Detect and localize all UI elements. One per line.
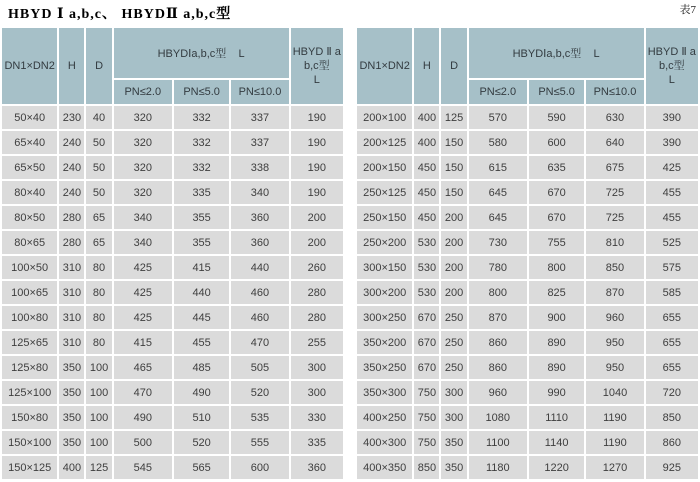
header-group-hbyd1 — [469, 28, 644, 78]
header-group1-l: L — [593, 48, 600, 60]
cell-h: 750 — [414, 381, 439, 404]
cell-dn1xdn2: 65×40 — [2, 131, 57, 154]
header-h: H — [414, 28, 439, 104]
cell-l-pn2: 415 — [114, 331, 172, 354]
cell-l-pn5: 510 — [174, 406, 229, 429]
cell-dn1xdn2: 250×125 — [357, 181, 412, 204]
cell-l-pn2: 960 — [469, 381, 527, 404]
cell-l-pn2: 320 — [114, 156, 172, 179]
cell-h: 310 — [59, 331, 84, 354]
cell-l-pn5: 355 — [174, 231, 229, 254]
cell-d: 100 — [86, 431, 111, 454]
table-row — [357, 281, 698, 304]
cell-l-pn10: 460 — [231, 306, 288, 329]
table-row — [2, 156, 343, 179]
cell-l-hbyd2: 200 — [291, 231, 343, 254]
cell-dn1xdn2: 150×100 — [2, 431, 57, 454]
table-row — [2, 431, 343, 454]
cell-l-pn10: 725 — [586, 206, 643, 229]
cell-l-pn10: 337 — [231, 106, 288, 129]
cell-d: 300 — [441, 381, 466, 404]
table-row — [357, 306, 698, 329]
cell-l-pn5: 332 — [174, 106, 229, 129]
cell-l-pn10: 470 — [231, 331, 288, 354]
cell-h: 350 — [59, 406, 84, 429]
table-row — [357, 231, 698, 254]
cell-l-hbyd2: 190 — [291, 156, 343, 179]
cell-h: 670 — [414, 356, 439, 379]
cell-l-pn2: 645 — [469, 206, 527, 229]
cell-dn1xdn2: 100×50 — [2, 256, 57, 279]
cell-l-pn10: 725 — [586, 181, 643, 204]
cell-l-pn2: 1080 — [469, 406, 527, 429]
header-pn2: PN≤2.0 — [469, 80, 527, 104]
cell-h: 310 — [59, 256, 84, 279]
cell-dn1xdn2: 200×125 — [357, 131, 412, 154]
cell-h: 530 — [414, 256, 439, 279]
cell-l-pn2: 425 — [114, 306, 172, 329]
cell-h: 240 — [59, 181, 84, 204]
cell-d: 40 — [86, 106, 111, 129]
cell-l-pn2: 490 — [114, 406, 172, 429]
cell-dn1xdn2: 150×80 — [2, 406, 57, 429]
cell-l-pn5: 755 — [529, 231, 584, 254]
cell-l-hbyd2: 200 — [291, 206, 343, 229]
table-number-label: 表7 — [679, 4, 696, 16]
cell-l-pn10: 1270 — [586, 456, 643, 479]
cell-h: 400 — [414, 106, 439, 129]
table-row — [357, 181, 698, 204]
cell-l-pn10: 340 — [231, 181, 288, 204]
cell-d: 50 — [86, 156, 111, 179]
table-row — [2, 406, 343, 429]
cell-l-pn2: 320 — [114, 106, 172, 129]
cell-d: 200 — [441, 256, 466, 279]
cell-l-pn5: 455 — [174, 331, 229, 354]
table-row — [357, 106, 698, 129]
cell-l-pn10: 810 — [586, 231, 643, 254]
cell-l-hbyd2: 280 — [291, 281, 343, 304]
cell-l-pn5: 520 — [174, 431, 229, 454]
table-row — [2, 281, 343, 304]
cell-h: 230 — [59, 106, 84, 129]
cell-l-pn10: 440 — [231, 256, 288, 279]
cell-d: 80 — [86, 256, 111, 279]
cell-h: 670 — [414, 331, 439, 354]
cell-d: 200 — [441, 281, 466, 304]
cell-l-pn2: 320 — [114, 131, 172, 154]
cell-l-pn5: 890 — [529, 356, 584, 379]
cell-h: 450 — [414, 156, 439, 179]
cell-l-pn2: 580 — [469, 131, 527, 154]
cell-l-pn5: 590 — [529, 106, 584, 129]
cell-l-pn2: 465 — [114, 356, 172, 379]
cell-h: 850 — [414, 456, 439, 479]
cell-dn1xdn2: 350×200 — [357, 331, 412, 354]
cell-l-hbyd2: 525 — [646, 231, 698, 254]
cell-l-pn5: 440 — [174, 281, 229, 304]
cell-l-pn2: 730 — [469, 231, 527, 254]
cell-l-hbyd2: 455 — [646, 181, 698, 204]
cell-l-hbyd2: 300 — [291, 356, 343, 379]
cell-l-pn2: 645 — [469, 181, 527, 204]
cell-l-pn5: 635 — [529, 156, 584, 179]
right-table-body — [357, 106, 698, 479]
cell-d: 100 — [86, 381, 111, 404]
cell-l-hbyd2: 850 — [646, 406, 698, 429]
table-row — [357, 206, 698, 229]
cell-h: 280 — [59, 206, 84, 229]
cell-dn1xdn2: 400×350 — [357, 456, 412, 479]
cell-l-pn2: 780 — [469, 256, 527, 279]
cell-h: 450 — [414, 206, 439, 229]
header-group-hbyd2 — [646, 28, 698, 104]
cell-l-pn5: 800 — [529, 256, 584, 279]
cell-l-hbyd2: 255 — [291, 331, 343, 354]
cell-dn1xdn2: 100×65 — [2, 281, 57, 304]
cell-l-pn10: 338 — [231, 156, 288, 179]
cell-l-pn5: 1220 — [529, 456, 584, 479]
cell-d: 65 — [86, 231, 111, 254]
cell-h: 750 — [414, 431, 439, 454]
cell-dn1xdn2: 65×50 — [2, 156, 57, 179]
cell-l-pn2: 545 — [114, 456, 172, 479]
cell-dn1xdn2: 350×300 — [357, 381, 412, 404]
table-row — [2, 206, 343, 229]
table-row — [357, 456, 698, 479]
cell-l-pn5: 900 — [529, 306, 584, 329]
cell-dn1xdn2: 125×80 — [2, 356, 57, 379]
cell-l-pn10: 555 — [231, 431, 288, 454]
spec-table-right — [355, 26, 700, 481]
cell-h: 280 — [59, 231, 84, 254]
cell-l-pn10: 675 — [586, 156, 643, 179]
header-pn10: PN≤10.0 — [231, 80, 288, 104]
tables-container — [0, 26, 700, 481]
cell-l-pn2: 425 — [114, 256, 172, 279]
header-d: D — [86, 28, 111, 104]
cell-l-pn2: 615 — [469, 156, 527, 179]
cell-l-pn10: 337 — [231, 131, 288, 154]
cell-l-pn5: 1110 — [529, 406, 584, 429]
cell-l-hbyd2: 655 — [646, 306, 698, 329]
cell-dn1xdn2: 400×250 — [357, 406, 412, 429]
table-row — [2, 256, 343, 279]
cell-d: 350 — [441, 431, 466, 454]
header-group2-l: L — [668, 74, 675, 86]
cell-l-pn10: 640 — [586, 131, 643, 154]
cell-l-pn2: 860 — [469, 331, 527, 354]
page-title: HBYD Ⅰ a,b,c、 HBYDⅡ a,b,c型 — [8, 7, 232, 22]
table-row — [357, 156, 698, 179]
header-group-hbyd1 — [114, 28, 289, 78]
cell-l-pn10: 1190 — [586, 431, 643, 454]
cell-l-pn5: 670 — [529, 181, 584, 204]
cell-l-pn5: 890 — [529, 331, 584, 354]
header-pn10: PN≤10.0 — [586, 80, 643, 104]
cell-dn1xdn2: 400×300 — [357, 431, 412, 454]
cell-dn1xdn2: 125×100 — [2, 381, 57, 404]
cell-l-pn2: 320 — [114, 181, 172, 204]
cell-l-pn10: 600 — [231, 456, 288, 479]
title-bar — [0, 0, 700, 26]
cell-l-hbyd2: 260 — [291, 256, 343, 279]
cell-dn1xdn2: 350×250 — [357, 356, 412, 379]
cell-l-hbyd2: 425 — [646, 156, 698, 179]
cell-l-pn2: 860 — [469, 356, 527, 379]
header-group-hbyd2 — [291, 28, 343, 104]
cell-l-pn2: 800 — [469, 281, 527, 304]
cell-l-pn5: 332 — [174, 131, 229, 154]
header-h: H — [59, 28, 84, 104]
cell-h: 240 — [59, 131, 84, 154]
table-row — [2, 306, 343, 329]
cell-h: 450 — [414, 181, 439, 204]
cell-d: 150 — [441, 181, 466, 204]
cell-l-pn10: 960 — [586, 306, 643, 329]
cell-d: 250 — [441, 331, 466, 354]
cell-dn1xdn2: 200×150 — [357, 156, 412, 179]
cell-l-hbyd2: 585 — [646, 281, 698, 304]
cell-l-pn2: 500 — [114, 431, 172, 454]
cell-d: 80 — [86, 281, 111, 304]
cell-d: 250 — [441, 306, 466, 329]
cell-d: 50 — [86, 181, 111, 204]
left-table-body — [2, 106, 343, 479]
cell-l-pn2: 425 — [114, 281, 172, 304]
table-row — [357, 381, 698, 404]
cell-dn1xdn2: 80×65 — [2, 231, 57, 254]
cell-d: 300 — [441, 406, 466, 429]
cell-d: 150 — [441, 156, 466, 179]
cell-h: 530 — [414, 231, 439, 254]
cell-l-pn10: 1040 — [586, 381, 643, 404]
cell-d: 50 — [86, 131, 111, 154]
cell-h: 240 — [59, 156, 84, 179]
cell-l-hbyd2: 575 — [646, 256, 698, 279]
cell-l-pn10: 360 — [231, 231, 288, 254]
cell-l-pn5: 335 — [174, 181, 229, 204]
cell-l-hbyd2: 330 — [291, 406, 343, 429]
cell-h: 750 — [414, 406, 439, 429]
cell-l-hbyd2: 190 — [291, 131, 343, 154]
cell-l-hbyd2: 860 — [646, 431, 698, 454]
cell-l-pn10: 950 — [586, 331, 643, 354]
cell-d: 200 — [441, 206, 466, 229]
cell-l-hbyd2: 720 — [646, 381, 698, 404]
header-dn1xdn2: DN1×DN2 — [357, 28, 412, 104]
cell-l-hbyd2: 360 — [291, 456, 343, 479]
cell-d: 100 — [86, 406, 111, 429]
cell-d: 125 — [86, 456, 111, 479]
cell-dn1xdn2: 125×65 — [2, 331, 57, 354]
table-row — [2, 331, 343, 354]
cell-l-pn2: 1180 — [469, 456, 527, 479]
cell-d: 350 — [441, 456, 466, 479]
cell-dn1xdn2: 80×40 — [2, 181, 57, 204]
table-row — [2, 456, 343, 479]
cell-l-hbyd2: 390 — [646, 106, 698, 129]
cell-l-pn5: 415 — [174, 256, 229, 279]
cell-l-hbyd2: 300 — [291, 381, 343, 404]
spec-table-left — [0, 26, 345, 481]
table-row — [2, 231, 343, 254]
cell-h: 400 — [59, 456, 84, 479]
cell-l-pn5: 355 — [174, 206, 229, 229]
table-row — [2, 181, 343, 204]
table-row — [357, 406, 698, 429]
header-pn2: PN≤2.0 — [114, 80, 172, 104]
header-d: D — [441, 28, 466, 104]
cell-h: 670 — [414, 306, 439, 329]
cell-dn1xdn2: 250×200 — [357, 231, 412, 254]
cell-l-pn10: 535 — [231, 406, 288, 429]
cell-l-pn10: 520 — [231, 381, 288, 404]
cell-l-pn10: 505 — [231, 356, 288, 379]
cell-l-hbyd2: 190 — [291, 106, 343, 129]
header-group2-line1: HBYD Ⅱ a — [647, 46, 696, 58]
header-group1-l: L — [238, 48, 245, 60]
cell-h: 350 — [59, 356, 84, 379]
header-pn5: PN≤5.0 — [529, 80, 584, 104]
cell-h: 350 — [59, 431, 84, 454]
cell-l-pn10: 870 — [586, 281, 643, 304]
table-row — [2, 131, 343, 154]
table-row — [357, 331, 698, 354]
header-group1-label: HBYDⅠa,b,c型 — [157, 48, 227, 60]
table-row — [2, 381, 343, 404]
cell-d: 65 — [86, 206, 111, 229]
cell-l-pn10: 460 — [231, 281, 288, 304]
cell-h: 350 — [59, 381, 84, 404]
cell-dn1xdn2: 250×150 — [357, 206, 412, 229]
cell-h: 310 — [59, 281, 84, 304]
cell-l-hbyd2: 280 — [291, 306, 343, 329]
cell-d: 250 — [441, 356, 466, 379]
cell-dn1xdn2: 150×125 — [2, 456, 57, 479]
cell-d: 125 — [441, 106, 466, 129]
cell-d: 200 — [441, 231, 466, 254]
cell-l-pn5: 670 — [529, 206, 584, 229]
cell-l-pn5: 490 — [174, 381, 229, 404]
cell-h: 310 — [59, 306, 84, 329]
cell-l-hbyd2: 655 — [646, 356, 698, 379]
cell-l-pn2: 1100 — [469, 431, 527, 454]
cell-l-pn5: 332 — [174, 156, 229, 179]
cell-l-pn2: 340 — [114, 231, 172, 254]
cell-l-hbyd2: 455 — [646, 206, 698, 229]
cell-l-pn2: 340 — [114, 206, 172, 229]
header-pn5: PN≤5.0 — [174, 80, 229, 104]
cell-l-hbyd2: 335 — [291, 431, 343, 454]
cell-l-hbyd2: 190 — [291, 181, 343, 204]
cell-l-pn10: 850 — [586, 256, 643, 279]
cell-dn1xdn2: 200×100 — [357, 106, 412, 129]
cell-l-pn2: 470 — [114, 381, 172, 404]
cell-l-pn2: 870 — [469, 306, 527, 329]
table-row — [2, 356, 343, 379]
cell-l-hbyd2: 655 — [646, 331, 698, 354]
cell-h: 400 — [414, 131, 439, 154]
cell-l-pn5: 445 — [174, 306, 229, 329]
cell-d: 80 — [86, 306, 111, 329]
cell-l-hbyd2: 390 — [646, 131, 698, 154]
header-group2-l: L — [313, 74, 320, 86]
cell-l-pn10: 630 — [586, 106, 643, 129]
cell-l-pn5: 825 — [529, 281, 584, 304]
cell-l-pn5: 990 — [529, 381, 584, 404]
header-dn1xdn2: DN1×DN2 — [2, 28, 57, 104]
table-row — [357, 356, 698, 379]
table-row — [2, 106, 343, 129]
cell-l-pn5: 1140 — [529, 431, 584, 454]
cell-l-pn5: 485 — [174, 356, 229, 379]
cell-l-hbyd2: 925 — [646, 456, 698, 479]
table-row — [357, 256, 698, 279]
cell-d: 150 — [441, 131, 466, 154]
cell-dn1xdn2: 50×40 — [2, 106, 57, 129]
table-row — [357, 431, 698, 454]
cell-dn1xdn2: 80×50 — [2, 206, 57, 229]
cell-dn1xdn2: 300×150 — [357, 256, 412, 279]
cell-l-pn5: 600 — [529, 131, 584, 154]
cell-l-pn10: 950 — [586, 356, 643, 379]
cell-d: 100 — [86, 356, 111, 379]
table-row — [357, 131, 698, 154]
cell-l-pn5: 565 — [174, 456, 229, 479]
header-group2-line2: b,c型 — [658, 60, 685, 72]
header-group2-line2: b,c型 — [303, 60, 330, 72]
cell-l-pn2: 570 — [469, 106, 527, 129]
cell-h: 530 — [414, 281, 439, 304]
cell-dn1xdn2: 300×200 — [357, 281, 412, 304]
cell-l-pn10: 360 — [231, 206, 288, 229]
cell-d: 80 — [86, 331, 111, 354]
header-group1-label: HBYDⅠa,b,c型 — [512, 48, 582, 60]
cell-dn1xdn2: 300×250 — [357, 306, 412, 329]
cell-l-pn10: 1190 — [586, 406, 643, 429]
cell-dn1xdn2: 100×80 — [2, 306, 57, 329]
header-group2-line1: HBYD Ⅱ a — [292, 46, 341, 58]
